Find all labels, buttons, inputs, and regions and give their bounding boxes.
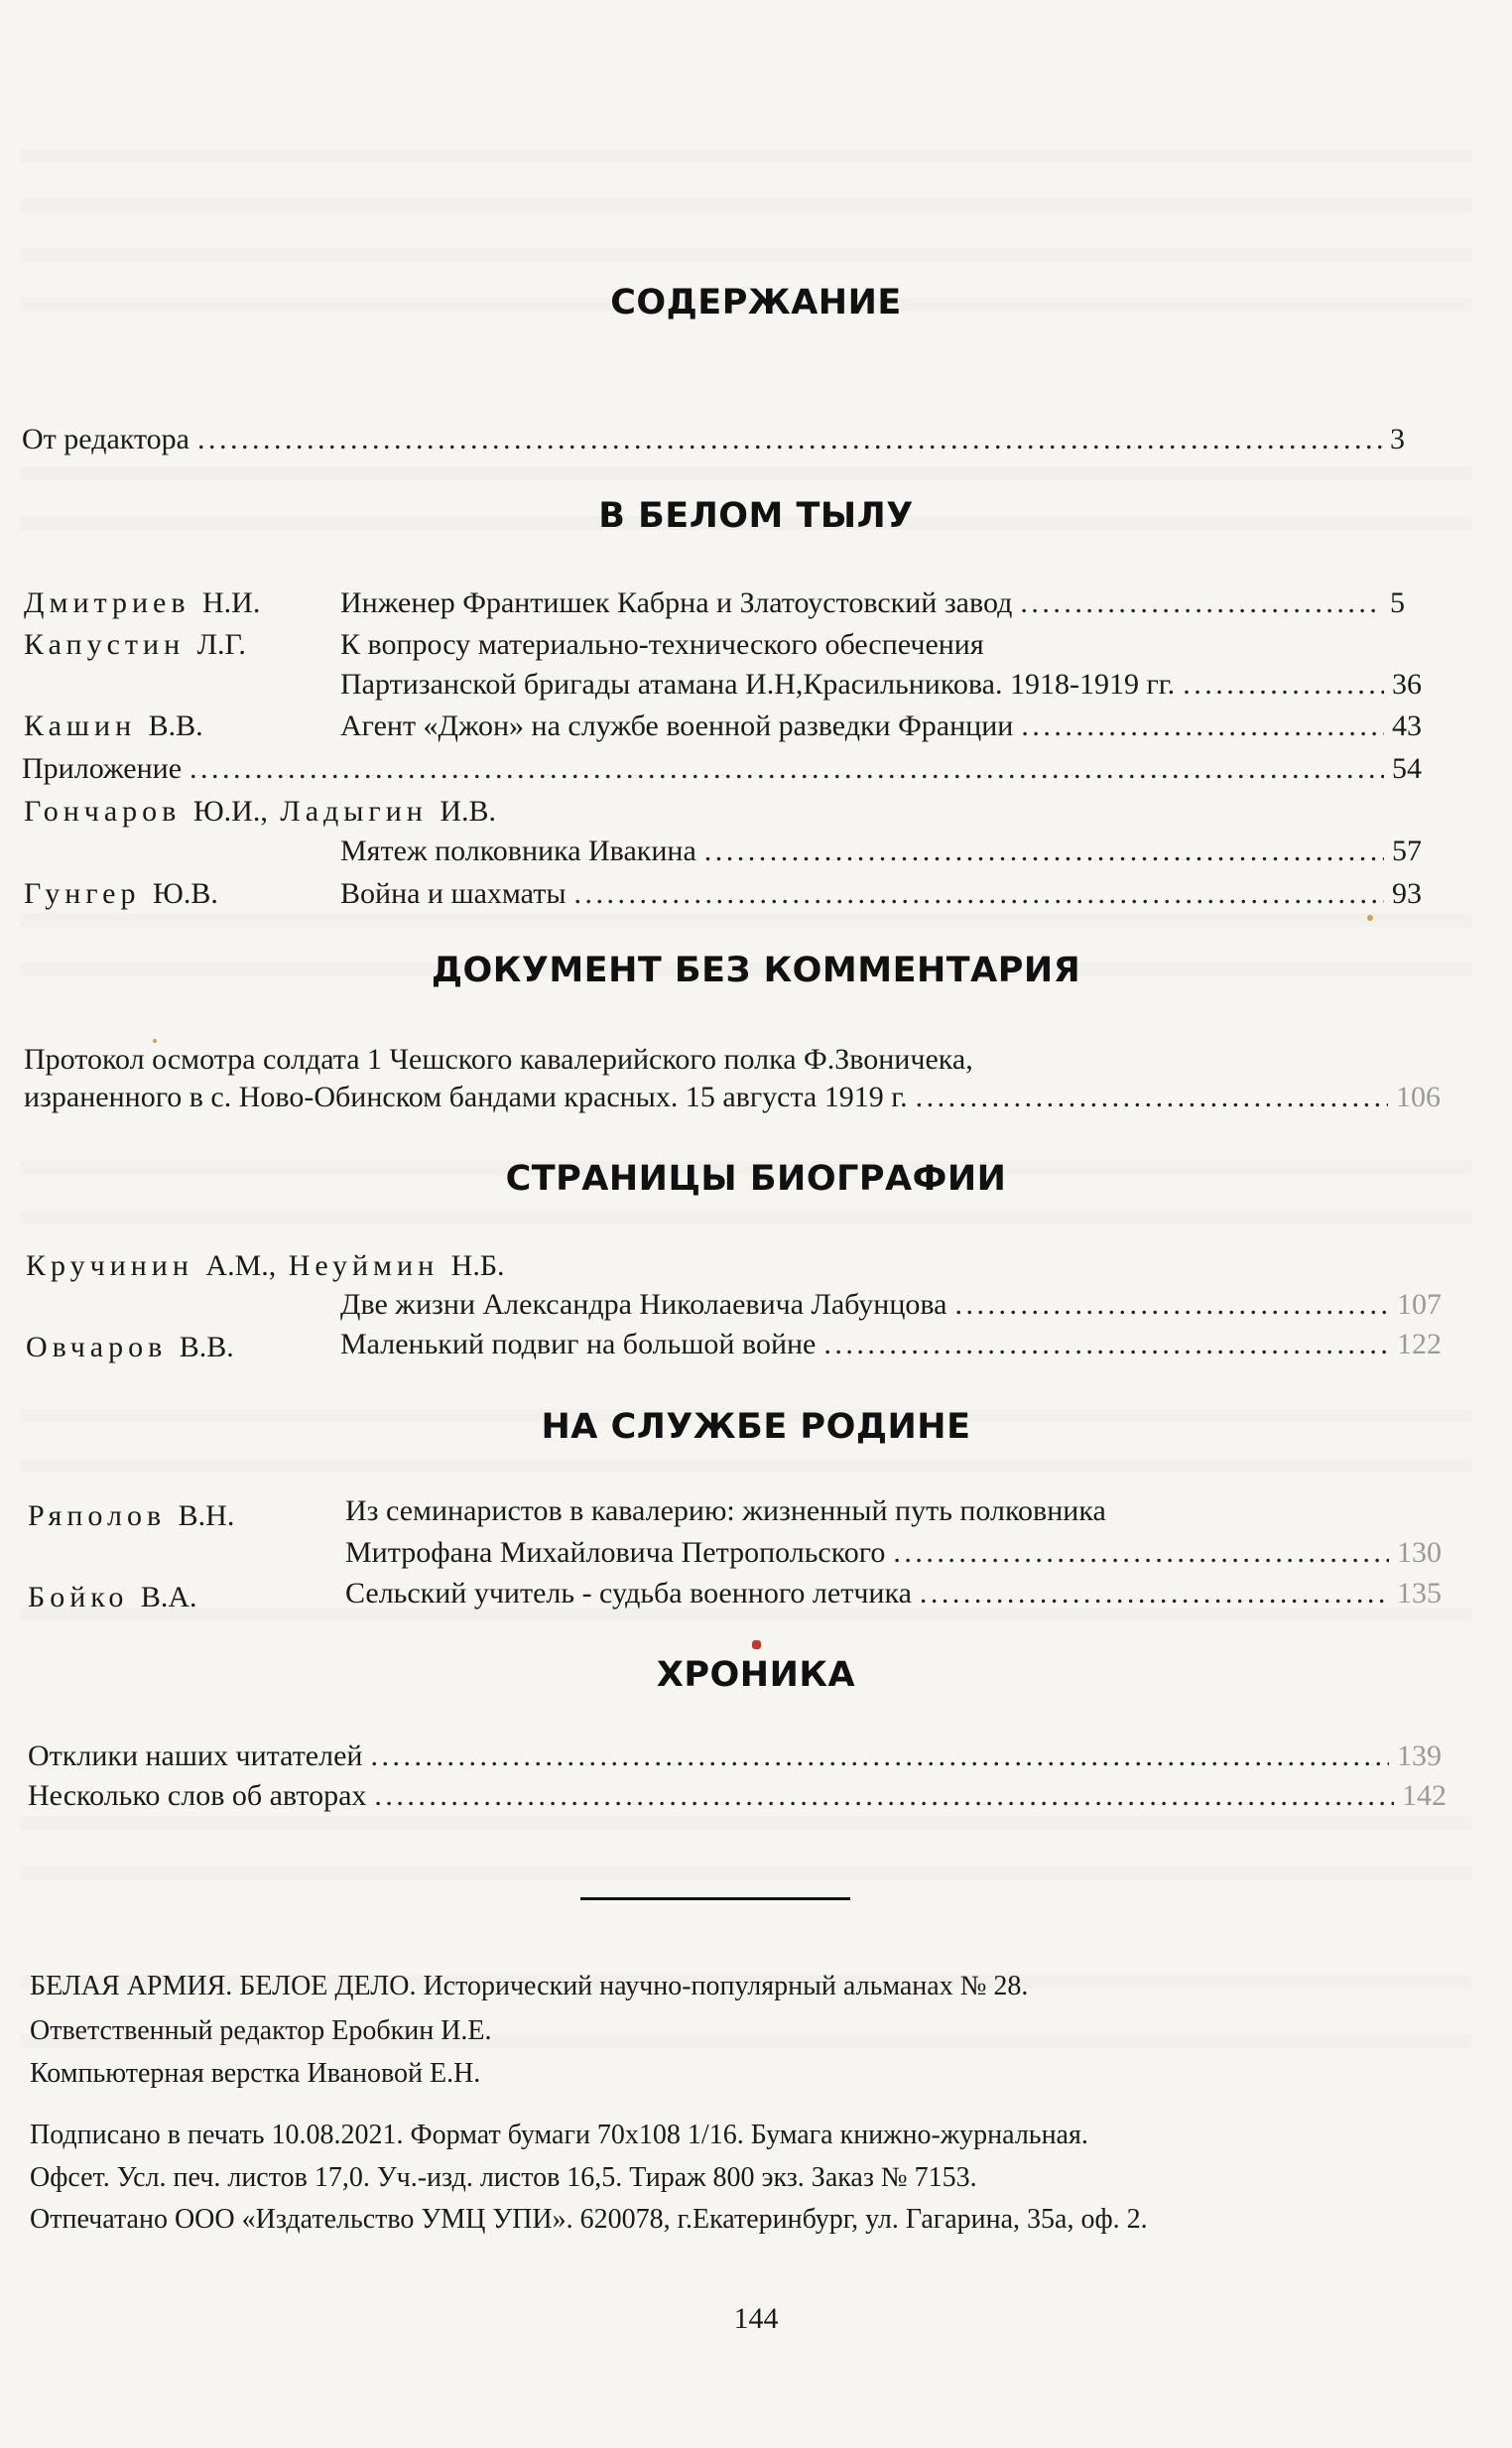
toc-entry [340,667,1422,703]
dot-leader [189,751,1384,787]
section-heading: ХРОНИКА [656,1655,856,1695]
dot-leader [704,834,1384,869]
dot-leader [920,1576,1389,1611]
imprint-line: Отпечатано ООО «Издательство УМЦ УПИ». 620078, г.Екатеринбург, ул. Гагарина, 35а, оф. 2. [30,2204,1148,2235]
author-surname: Дмитриев [24,586,190,619]
entry-title: Отклики наших читателей [28,1739,363,1772]
author-surname: Неуймин [288,1249,440,1282]
entry-title: Мятеж полковника Ивакина [340,835,696,867]
author-initials: И.В. [440,795,497,828]
imprint-line: Офсет. Усл. печ. листов 17,0. Уч.-изд. листов 16,5. Тираж 800 экз. Заказ № 7153. [30,2162,977,2193]
dot-leader [374,1778,1394,1814]
author-initials: В.В. [148,709,203,742]
author-initials: В.А. [140,1581,197,1613]
entry-page: 54 [1392,752,1422,785]
author-initials: Ю.И., [192,795,268,828]
dot-leader [574,876,1385,912]
show-through [20,1816,1472,1830]
show-through [20,1459,1472,1473]
entry-page: 36 [1392,668,1422,701]
toc-entry [340,709,1422,744]
entry-page: 5 [1390,586,1405,619]
author-surname: Гунгер [24,877,141,910]
show-through [20,248,1472,262]
entry-page: 57 [1392,835,1422,867]
show-through [20,1866,1472,1879]
author [26,1248,505,1284]
dot-leader [1183,667,1384,703]
toc-entry [28,1778,1447,1814]
entry-title: Сельский учитель - судьба военного летчика [345,1577,912,1610]
entry-page: 122 [1397,1328,1442,1360]
toc-entry [22,751,1422,787]
entry-title: Приложение [22,752,183,785]
toc-entry [24,1080,1441,1115]
show-through [20,198,1472,212]
toc-entry [340,876,1422,912]
author-surname: Гончаров [24,795,182,828]
toc-entry [345,1576,1442,1611]
entry-title: Митрофана Михайловича Петропольского [345,1536,886,1569]
author [24,709,203,744]
toc-entry [340,1327,1442,1362]
entry-title: Маленький подвиг на большой войне [340,1328,817,1360]
entry-page: 43 [1392,709,1422,742]
author-initials: Ю.В. [152,877,218,910]
entry-page: 93 [1392,877,1422,910]
entry-title: К вопросу материально-технического обеспечения [340,628,984,661]
author-initials: В.Н. [178,1499,235,1532]
paper-speck [1367,915,1373,921]
author [24,627,246,663]
entry-page: 142 [1402,1779,1447,1812]
author [28,1580,197,1615]
dot-leader [893,1535,1389,1571]
author [28,1498,234,1534]
author-surname: Кручинин [26,1249,193,1282]
dot-leader [823,1327,1389,1362]
entry-page: 135 [1397,1577,1442,1610]
entry-title: Инженер Франтишек Кабрна и Златоустовский завод [340,586,1013,619]
divider [580,1897,850,1900]
toc-entry [345,1535,1442,1571]
entry-title: Протокол осмотра солдата 1 Чешского кавалерийского полка Ф.Звоничека, [24,1043,973,1076]
dot-leader [197,422,1382,457]
entry-page: 107 [1397,1288,1442,1321]
author-surname: Ряполов [28,1499,167,1532]
author-surname: Овчаров [26,1331,168,1363]
dot-leader [1021,709,1384,744]
entry-title: Несколько слов об авторах [28,1779,367,1812]
toc-entry [28,1739,1442,1774]
section-heading: НА СЛУЖБЕ РОДИНЕ [541,1407,971,1447]
paper-speck [752,1640,761,1649]
author-initials: Н.И. [202,586,261,619]
dot-leader [1020,585,1382,621]
page-number: 144 [733,2302,779,2335]
dot-leader [916,1080,1388,1115]
toc-entry [340,585,1405,621]
entry-title: израненного в с. Ново-Обинском бандами красных. 15 августа 1919 г. [24,1081,908,1113]
author [26,1330,234,1365]
section-heading: В БЕЛОМ ТЫЛУ [598,496,914,536]
show-through [20,913,1472,927]
toc-entry [340,834,1422,869]
entry-title: Из семинаристов в кавалерию: жизненный путь полковника [345,1494,1106,1527]
entry-page: 130 [1397,1536,1442,1569]
section-heading: СТРАНИЦЫ БИОГРАФИИ [505,1159,1007,1199]
section-heading: ДОКУМЕНТ БЕЗ КОММЕНТАРИЯ [431,951,1081,990]
author-surname: Ладыгин [280,795,428,828]
entry-title: Агент «Джон» на службе военной разведки Франции [340,709,1014,742]
entry-title: Две жизни Александра Николаевича Лабунцова [340,1288,947,1321]
imprint-line: Компьютерная верстка Ивановой Е.Н. [30,2058,481,2089]
show-through [20,149,1472,163]
entry-title: Партизанской бригады атамана И.Н,Красильникова. 1918-1919 гг. [340,668,1176,701]
author-surname: Капустин [24,628,186,661]
imprint-line: БЕЛАЯ АРМИЯ. БЕЛОЕ ДЕЛО. Исторический научно-популярный альманах № 28. [30,1971,1029,2001]
dot-leader [370,1739,1389,1774]
entry-page: 139 [1397,1739,1442,1772]
author-initials: Л.Г. [196,628,246,661]
author-initials: Н.Б. [450,1249,505,1282]
toc-entry-editor [22,422,1405,457]
page-title: СОДЕРЖАНИЕ [610,283,902,322]
author-surname: Бойко [28,1581,129,1613]
show-through [20,466,1472,480]
imprint-line: Ответственный редактор Еробкин И.Е. [30,2015,492,2046]
entry-title: Война и шахматы [340,877,567,910]
dot-leader [955,1287,1390,1323]
entry-page: 3 [1390,423,1405,455]
author-initials: А.М., [205,1249,277,1282]
entry-page: 106 [1396,1081,1441,1113]
toc-entry [340,1287,1442,1323]
entry-title: От редактора [22,423,189,455]
author-surname: Кашин [24,709,137,742]
show-through [20,1211,1472,1224]
author [24,585,260,621]
author [24,794,496,830]
imprint-line: Подписано в печать 10.08.2021. Формат бумаги 70х108 1/16. Бумага книжно-журнальная. [30,2120,1088,2150]
author [24,876,218,912]
author-initials: В.В. [179,1331,234,1363]
